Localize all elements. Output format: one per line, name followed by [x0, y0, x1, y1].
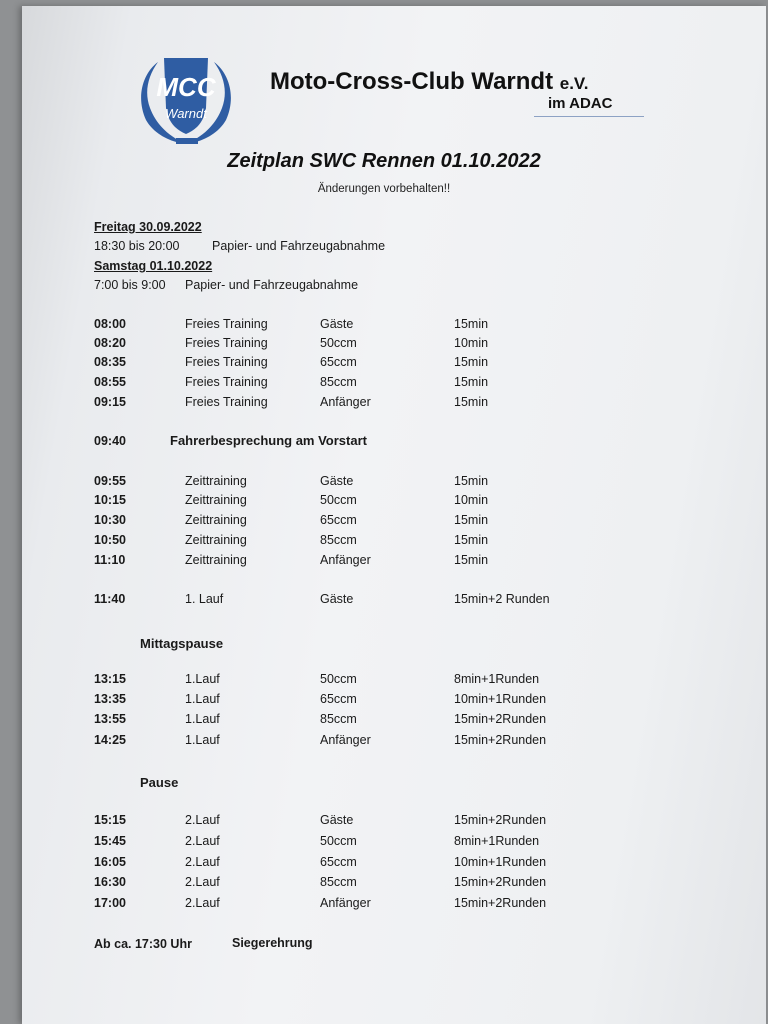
- row-class: 50ccm: [320, 672, 357, 686]
- row-activity: Zeittraining: [185, 493, 247, 507]
- row-class: 65ccm: [320, 355, 357, 369]
- row-duration: 10min+1Runden: [454, 692, 547, 706]
- row-time: 13:35: [94, 692, 126, 706]
- row-class: Anfänger: [320, 733, 371, 747]
- schedule-row: [94, 733, 614, 752]
- row-time: 15:45: [94, 834, 126, 848]
- schedule-row: [94, 317, 614, 336]
- row-duration: 15min: [454, 513, 489, 527]
- row-time: 13:15: [94, 672, 126, 686]
- schedule-row: [94, 553, 614, 572]
- row-activity: 2.Lauf: [185, 834, 220, 848]
- row-duration: 15min+2Runden: [454, 712, 547, 726]
- row-activity: Freies Training: [185, 317, 268, 331]
- saturday-time: 7:00 bis 9:00: [94, 278, 166, 292]
- row-activity: Freies Training: [185, 395, 268, 409]
- row-class: Anfänger: [320, 395, 371, 409]
- row-duration: 10min: [454, 493, 489, 507]
- schedule-row: [94, 592, 614, 611]
- row-activity: Zeittraining: [185, 513, 247, 527]
- row-duration: 15min+2Runden: [454, 896, 547, 910]
- row-activity: 1. Lauf: [185, 592, 224, 606]
- schedule-row: [94, 813, 614, 832]
- row-time: 10:15: [94, 493, 126, 507]
- friday-text: Papier- und Fahrzeugabnahme: [212, 239, 386, 253]
- schedule-row: [94, 493, 614, 512]
- row-class: 50ccm: [320, 336, 357, 350]
- row-time: 16:30: [94, 875, 126, 889]
- row-class: Anfänger: [320, 553, 371, 567]
- row-duration: 15min+2Runden: [454, 733, 547, 747]
- svg-text:MCC: MCC: [156, 72, 216, 102]
- schedule-row: [94, 395, 614, 414]
- row-activity: Zeittraining: [185, 553, 247, 567]
- row-time: 08:20: [94, 336, 126, 350]
- row-time: 11:10: [94, 553, 126, 567]
- friday-heading: Freitag 30.09.2022: [94, 220, 202, 234]
- row-activity: Freies Training: [185, 355, 268, 369]
- club-name: Moto-Cross-Club Warndt e.V.: [270, 68, 589, 95]
- row-duration: 15min: [454, 474, 489, 488]
- row-duration: 8min+1Runden: [454, 834, 540, 848]
- row-class: 85ccm: [320, 533, 357, 547]
- row-activity: 1.Lauf: [185, 733, 220, 747]
- saturday-heading: Samstag 01.10.2022: [94, 259, 213, 273]
- row-time: 15:15: [94, 813, 126, 827]
- schedule-row: [94, 355, 614, 374]
- row-duration: 15min: [454, 533, 489, 547]
- schedule-row: [94, 834, 614, 853]
- row-class: Gäste: [320, 474, 354, 488]
- row-time: 13:55: [94, 712, 126, 726]
- header-divider: [534, 116, 644, 117]
- row-duration: 15min: [454, 355, 489, 369]
- schedule-row: [94, 513, 614, 532]
- row-time: 17:00: [94, 896, 126, 910]
- row-duration: 15min+2 Runden: [454, 592, 550, 606]
- row-class: Gäste: [320, 813, 354, 827]
- schedule-row: [94, 875, 614, 894]
- schedule-row: [94, 336, 614, 355]
- row-duration: 10min: [454, 336, 489, 350]
- row-duration: 15min: [454, 375, 489, 389]
- schedule-row: [94, 855, 614, 874]
- lunch-break-heading: Mittagspause: [140, 636, 224, 651]
- row-class: Anfänger: [320, 896, 371, 910]
- row-time: 16:05: [94, 855, 126, 869]
- document-subtitle: Änderungen vorbehalten!!: [317, 183, 451, 195]
- row-class: 65ccm: [320, 513, 357, 527]
- row-activity: 1.Lauf: [185, 672, 220, 686]
- row-class: 50ccm: [320, 834, 357, 848]
- schedule-row: [94, 375, 614, 394]
- row-time: 08:00: [94, 317, 126, 331]
- row-time: 08:35: [94, 355, 126, 369]
- row-class: 85ccm: [320, 375, 357, 389]
- row-activity: 1.Lauf: [185, 712, 220, 726]
- row-time: 09:15: [94, 395, 126, 409]
- row-time: 14:25: [94, 733, 126, 747]
- row-time: 08:55: [94, 375, 126, 389]
- row-class: 85ccm: [320, 712, 357, 726]
- row-duration: 15min: [454, 395, 489, 409]
- row-duration: 15min+2Runden: [454, 813, 547, 827]
- schedule-row: [94, 474, 614, 493]
- row-class: 65ccm: [320, 855, 357, 869]
- row-duration: 8min+1Runden: [454, 672, 540, 686]
- briefing-time: 09:40: [94, 434, 126, 448]
- break-heading: Pause: [140, 775, 179, 790]
- row-class: Gäste: [320, 592, 354, 606]
- row-time: 10:30: [94, 513, 126, 527]
- row-activity: Freies Training: [185, 336, 268, 350]
- schedule-row: [94, 692, 614, 711]
- row-activity: 2.Lauf: [185, 896, 220, 910]
- row-duration: 15min: [454, 553, 489, 567]
- row-time: 11:40: [94, 592, 126, 606]
- row-activity: 2.Lauf: [185, 813, 220, 827]
- row-class: 65ccm: [320, 692, 357, 706]
- ceremony-text: Siegerehrung: [232, 936, 313, 950]
- friday-time: 18:30 bis 20:00: [94, 239, 180, 253]
- row-activity: Zeittraining: [185, 474, 247, 488]
- schedule-row: [94, 896, 614, 915]
- row-class: 50ccm: [320, 493, 357, 507]
- row-duration: 15min: [454, 317, 489, 331]
- schedule-row: [94, 712, 614, 731]
- row-activity: Freies Training: [185, 375, 268, 389]
- row-time: 09:55: [94, 474, 126, 488]
- row-activity: 1.Lauf: [185, 692, 220, 706]
- ceremony-time: Ab ca. 17:30 Uhr: [94, 937, 192, 951]
- saturday-text: Papier- und Fahrzeugabnahme: [185, 278, 359, 292]
- row-time: 10:50: [94, 533, 126, 547]
- row-class: Gäste: [320, 317, 354, 331]
- schedule-row: [94, 672, 614, 691]
- schedule-row: [94, 533, 614, 552]
- row-activity: 2.Lauf: [185, 875, 220, 889]
- row-duration: 15min+2Runden: [454, 875, 547, 889]
- club-logo: [128, 50, 244, 150]
- document-title: Zeitplan SWC Rennen 01.10.2022: [227, 150, 541, 172]
- briefing-text: Fahrerbesprechung am Vorstart: [170, 433, 367, 448]
- club-subtitle: im ADAC: [548, 95, 613, 112]
- row-class: 85ccm: [320, 875, 357, 889]
- svg-text:Warndt: Warndt: [165, 106, 207, 121]
- row-duration: 10min+1Runden: [454, 855, 547, 869]
- row-activity: 2.Lauf: [185, 855, 220, 869]
- row-activity: Zeittraining: [185, 533, 247, 547]
